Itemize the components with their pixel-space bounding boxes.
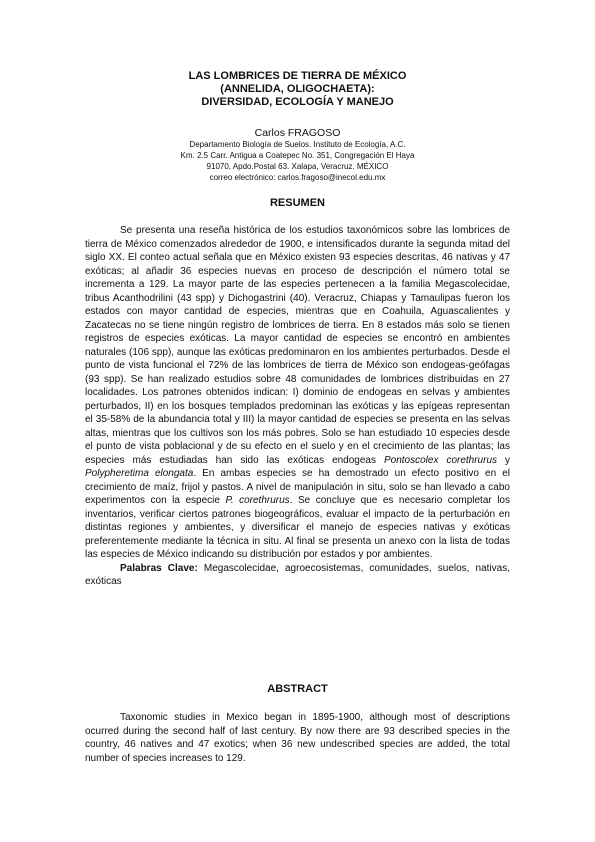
abstract-paragraph: Taxonomic studies in Mexico began in 1895-1900, although most of descriptions ocurred during the second half of last century. By now there are 93 described species in the country, 46 natives and 47 exotics; when 36 new undescribed species are added, the total number of species increases to 129.	[85, 712, 510, 764]
paper-title	[0, 70, 595, 109]
affiliation-email: correo electrónico: carlos.fragoso@inecol.edu.mx	[209, 173, 386, 182]
affiliation-line-1: Departamento Biología de Suelos. Instituto de Ecología, A.C.	[189, 140, 406, 149]
resumen-heading: RESUMEN	[269, 197, 325, 209]
affiliation-line-2: Km. 2.5 Carr. Antigua a Coatepec No. 351, Congregación El Haya	[180, 151, 415, 160]
abstract-heading: ABSTRACT	[267, 683, 328, 695]
resumen-text-b: y	[497, 454, 510, 466]
resumen-section	[85, 224, 510, 589]
title-line-3: DIVERSIDAD, ECOLOGÍA Y MANEJO	[201, 96, 394, 108]
title-line-1: LAS LOMBRICES DE TIERRA DE MÉXICO	[188, 70, 407, 82]
species-name: Pontoscolex corethrurus	[383, 454, 498, 466]
resumen-text-c: . En ambas especies se ha demostrado un efecto positivo en el crecimiento de maíz, frijol y pastos. A nivel de manipulación in situ, solo se han llevado a cabo experimentos con la especie	[85, 468, 510, 506]
resumen-text-a: Se presenta una reseña histórica de los estudios taxonómicos sobre las lombrices de tierra de México comenzados alrededor de 1900, e intensificados durante la segunda mitad del siglo XX. El conteo actual señala que en México existen 93 especies descritas, 46 nativas y 47 exóticas; al añadir 36 especies nuevas en proceso de descripción el número total se incrementa a 129. La mayor parte de las especies pertenecen a la familia Megascolecidae, tribus Acanthodrilini (43 spp) y Dichogastrini (40). Veracruz, Chiapas y Tamaulipas fueron los estados con mayor cantidad de especies, mientras que en Coahuila, Aguascalientes y Zacatecas no se tiene ningún registro de lombrices de tierra. En 8 estados más solo se tienen registros de especies exóticas. La mayor cantidad de especies se encontró en ambientes naturales (106 spp), aunque las exóticas predominaron en los ambientes perturbados. Desde el punto de vista funcional el 72% de las lombrices de tierra de México son endogeas-geófagas (93 spp). Se han realizado estudios sobre 48 comunidades de lombrices distribuidas en 27 localidades. Los patrones obtenidos indican: I) dominio de endogeas en selvas y ambientes perturbados, II) en los bosques templados predominan las exóticas y las epígeas representan el 35-58% de la abundancia total y III) la mayor cantidad de especies se presenta en las selvas altas, mientras que los cultivos son los más pobres. Solo se han estudiado 10 especies desde el punto de vista poblacional y de su efecto en el suelo y en el crecimiento de las plantas; las especies más estudiadas han sido las exóticas endogeas	[85, 225, 510, 466]
title-line-2: (ANNELIDA, OLIGOCHAETA):	[220, 83, 375, 95]
keywords-line	[85, 562, 510, 589]
keywords-label: Palabras Clave:	[120, 562, 198, 574]
affiliation-line-3: 91070, Apdo.Postal 63. Xalapa, Veracruz. MÉXICO	[206, 162, 389, 171]
author-affiliation	[0, 139, 595, 183]
author-name: Carlos FRAGOSO	[254, 127, 341, 139]
keywords-list: Megascolecidae, agroecosistemas, comunidades, suelos, nativas, exóticas	[85, 562, 510, 587]
species-name: P. corethrurus	[225, 495, 290, 506]
resumen-text-d: . Se concluye que es necesario completar los inventarios, verificar ciertos patrones biogeográficos, evaluar el impacto de la perturbación en distintas regiones y ambientes, y diversificar el manejo de especies nativas y exóticas preferentemente mediante la técnica in situ. Al final se presenta un anexo con la lista de todas las especies de México indicando su distribución por estados y por ambientes.	[85, 495, 510, 560]
abstract-section	[85, 711, 510, 765]
resumen-paragraph	[85, 224, 510, 562]
species-name: Polypheretima elongata	[85, 468, 194, 479]
